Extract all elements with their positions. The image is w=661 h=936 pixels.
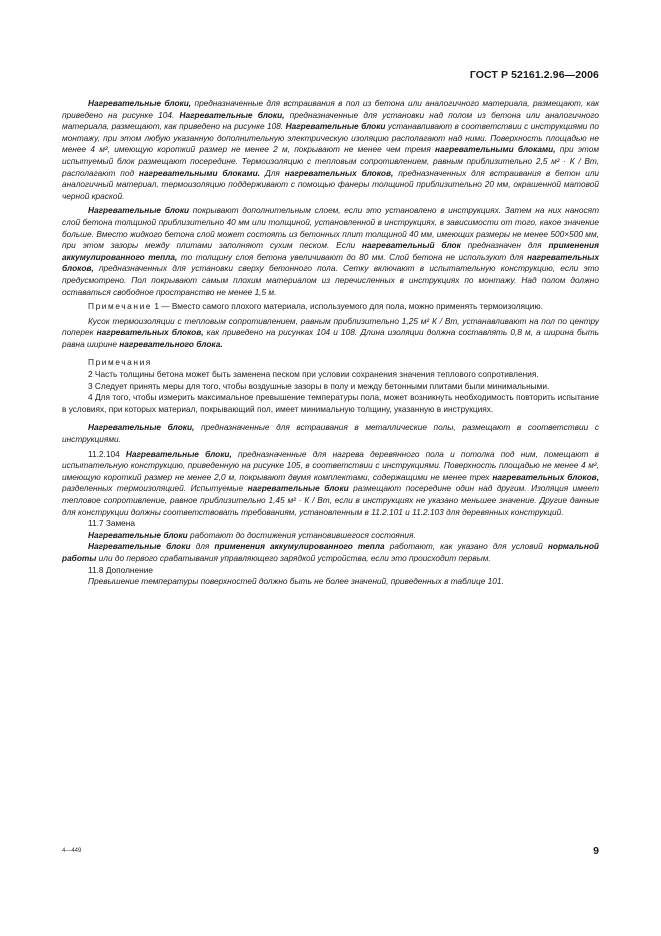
bold-term: Нагревательные блоки, [179, 109, 285, 120]
document-body [62, 98, 599, 588]
paragraph-insulation-piece: Кусок термоизоляции с тепловым сопротивлением, равным приблизительно 1,25 м² К / Вт, устанавливают на пол по центру поперек нагревательных блоков, как приведено на рисунках 104 и 108. Длина изоляции должна составлять 0,8 м, а ширина быть равна ширине нагревательного блока. [62, 315, 600, 349]
bold-term: нагревательными блоками. [138, 167, 260, 178]
note-2: 2 Часть толщины бетона может быть заменена песком при условии сохранения значения теплового сопротивления. [88, 369, 539, 380]
clause-11-2-104: 11.2.104 Нагревательные блоки, предназначенные для нагрева деревянного пола и потолка под ним, помещают в испытательную конструкцию, приведенную на рисунке 105, в соответствии с инструкциями. Поверхность площадью не менее 4 м², имеющую короткий размер не менее 2,0 м, покрывают двумя комплектами, содержащими не менее трех нагревательных блоков, разделенных термоизоляцией. Испытуемые нагревательные блоки размещают посередине один над другим. Изоляция имеет тепловое сопротивление, равное приблизительно 1,45 м² · К / Вт, если в инструкциях не указано меньшее значение. Другие данные для конструкции должны соответствовать требованиям, установленным в 11.2.101 и 11.2.103 для деревянных конструкций. [62, 448, 599, 517]
note-3: 3 Следует принять меры для того, чтобы воздушные зазоры в полу и между бетонными плитами были минимальными. [88, 380, 550, 391]
bold-term: нагревательных блоков, [62, 251, 599, 274]
bold-term: Нагревательные блоки [88, 529, 188, 540]
bold-term: нагревательными блоками, [435, 144, 556, 155]
bold-term: нагревательных блоков, [492, 471, 599, 482]
note-label: Примечание [88, 301, 153, 312]
section-11-7-title: 11.7 Замена [88, 518, 135, 529]
bold-term: нагревательных блоков, [96, 327, 204, 338]
bold-term: Нагревательные блоки, [88, 98, 192, 108]
bold-term: применения аккумулированного тепла [214, 541, 385, 552]
paragraph-temperature-rise: Превышение температуры поверхностей должно быть не более значений, приведенных в таблице 101. [88, 576, 504, 587]
bold-term: нормальной работы [62, 541, 599, 563]
standard-header: ГОСТ Р 52161.2.96—2006 [469, 69, 599, 81]
clause-number: 11.2.104 [88, 448, 126, 459]
bold-term: нагревательные блоки [247, 483, 349, 494]
paragraph-storage-heat: Нагревательные блоки для применения аккумулированного тепла работают, как указано для условий нормальной работы или до первого срабатывания управляющего зарядкой устройства, если это происходит первым. [62, 541, 599, 563]
note-1: Примечание 1 — Вместо самого плохого материала, используемого для пола, можно применять термоизоляцию. [88, 301, 543, 312]
print-code: 4—449 [62, 848, 82, 854]
paragraph-embedding-placement: Нагревательные блоки, предназначенные для встраивания в пол из бетона или аналогичного материала, размещают, как приведено на рисунке 104. Нагревательные блоки, предназначенные для установки над полом из бетона или аналогичного материала, размещают, как приведено на рисунке 108. Нагревательные блоки устанавливают в соответствии с инструкциями по монтажу, при этом любую указанную дополнительную электрическую изоляцию располагают над ними. Поверхность площадью не менее 4 м², имеющую короткий размер не менее 2 м, покрывают не менее чем тремя нагревательными блоками, при этом испытуемый блок размещают посередине. Термоизоляцию с тепловым сопротивлением, равным приблизительно 2,5 м² · К / Вт, располагают под нагревательными блоками. Для нагревательных блоков, предназначенных для встраивания в бетон или аналогичный материал, термоизоляцию поддерживают с помощью фанеры толщиной приблизительно 20 мм, окрашенной матовой черной краской. [62, 98, 600, 201]
page-number: 9 [593, 845, 599, 857]
bold-term: применения аккумулированного тепла, [62, 240, 599, 262]
bold-term: Нагревательные блоки [285, 121, 386, 132]
paragraph-metal-floors: Нагревательные блоки, предназначенные для встраивания в металлические полы, размещают в соответствии с инструкциями. [62, 422, 600, 445]
bold-term: Нагревательные блоки, [88, 422, 195, 433]
section-11-8-title: 11.8 Дополнение [88, 564, 153, 575]
bold-term: Нагревательные блоки [88, 541, 191, 552]
bold-term: Нагревательные блоки, [125, 448, 232, 459]
notes-heading: Примечания [88, 357, 152, 368]
paragraph-concrete-layer: Нагревательные блоки покрывают дополнительным слоем, если это установлено в инструкциях. Затем на них наносят слой бетона толщиной приблизительно 40 мм или толщиной, установленной в инструкциях, в зависимости от того, какое значение больше. Вместо жидкого бетона слой может состоять из бетонных плит толщиной 40 мм, имеющих размеры не менее 500×500 мм, при этом зазоры между плитами заполняют сухим песком. Если нагревательный блок предназначен для применения аккумулированного тепла, то толщину слоя бетона увеличивают до 80 мм. Слой бетона не используют для нагревательных блоков, предназначенных для установки сверху бетонного пола. Сетку включают в испытательную конструкцию, если это предусмотрено. Пол покрывают самым плохим материалом из перечисленных в инструкциях по монтажу. Над полом должно оставаться свободное пространство не менее 1,5 м. [62, 205, 599, 297]
bold-term: нагревательного блока. [119, 338, 223, 349]
paragraph-steady-state: Нагревательные блоки работают до достижения установившегося состояния. [88, 529, 416, 540]
bold-term: Нагревательные блоки [88, 205, 190, 216]
bold-term: нагревательных блоков, [284, 167, 394, 178]
bold-term: нагревательный блок [362, 240, 461, 251]
note-4: 4 Для того, чтобы измерить максимальное превышение температуры пола, может возникнуть необходимость повторить испытание в условиях, при которых материал, покрывающий пол, имеет минимальную толщину, указанную в инструкциях. [62, 392, 599, 414]
